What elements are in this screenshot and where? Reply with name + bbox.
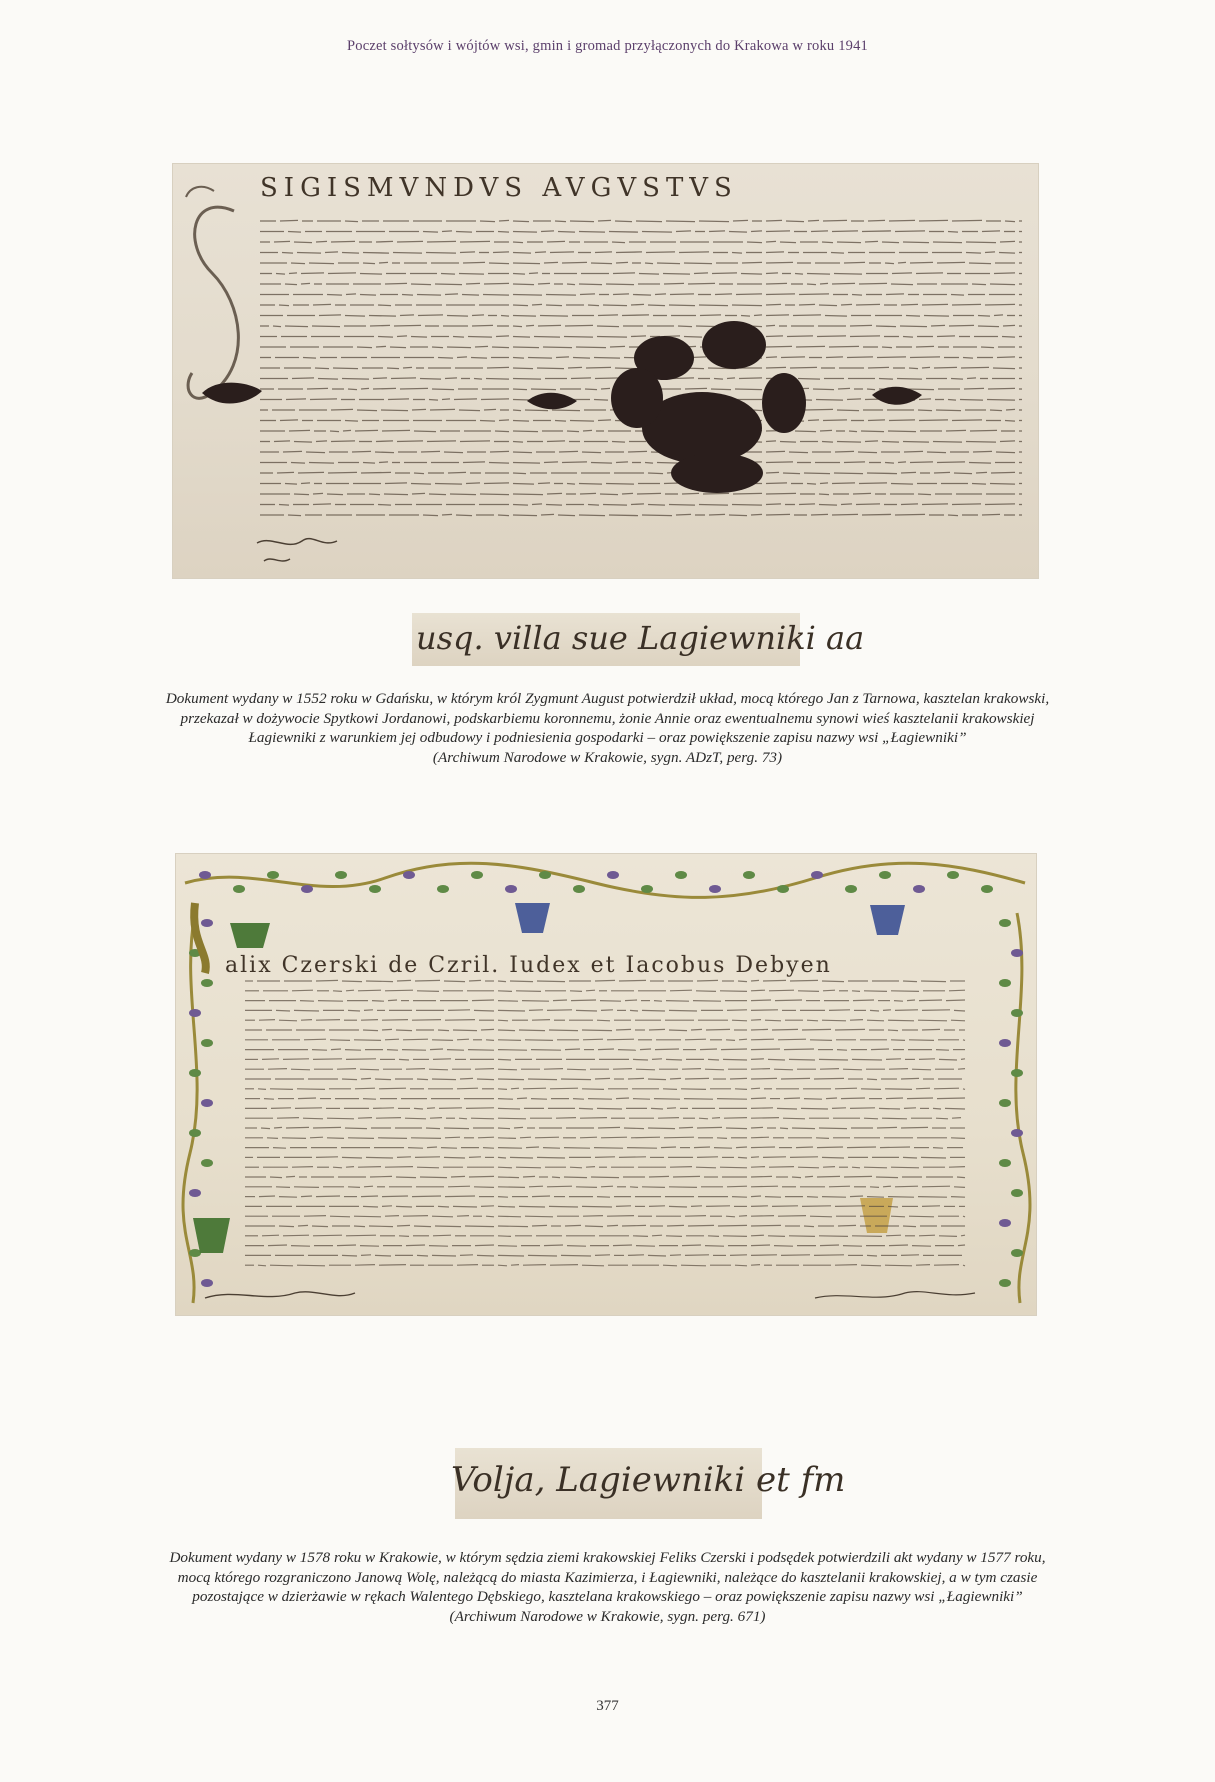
caption-1578-source: (Archiwum Narodowe w Krakowie, sygn. perg. 671)	[449, 1607, 766, 1625]
parchment-1578-decoration	[175, 853, 1037, 1316]
running-header: Poczet sołtysów i wójtów wsi, gmin i gromad przyłączonych do Krakowa w roku 1941	[347, 38, 868, 54]
caption-1578-line-3: pozostające w dzierżawie w rękach Walentego Dębskiego, kasztelana krakowskiego – oraz powiększenie zapisu nazwy wsi „Łagiewniki”	[192, 1588, 1023, 1606]
parchment-1578-heading: alix Czerski de Czril. Iudex et Iacobus Debyen	[225, 953, 832, 978]
detail-1552-text: usq. villa sue Lagiewniki aa	[416, 619, 865, 657]
caption-1578-line-1: Dokument wydany w 1578 roku w Krakowie, w którym sędzia ziemi krakowskiej Feliks Czerski i podsędek potwierdzili akt wydany w 1577 roku,	[169, 1549, 1046, 1566]
detail-1578-text: Volja, Lagiewniki et fm	[451, 1460, 846, 1500]
parchment-1552-image	[172, 163, 1039, 579]
detail-1552-lagiewniki	[412, 613, 865, 666]
parchment-1552-heading: SIGISMVNDVS AVGVSTVS	[260, 173, 738, 203]
caption-1552-line-1: Dokument wydany w 1552 roku w Gdańsku, w którym król Zygmunt August potwierdził układ, mocą którego Jan z Tarnowa, kasztelan krakowski,	[165, 690, 1050, 707]
caption-1552-line-3: Łagiewniki z warunkiem jej odbudowy i podniesienia gospodarki – oraz powiększenie zapisu nazwy wsi „Łagiewniki”	[248, 729, 967, 747]
parchment-1552-handwriting	[172, 163, 1039, 579]
caption-1552	[80, 689, 1135, 767]
parchment-1578-image	[175, 853, 1037, 1316]
caption-1552-line-2: przekazał w dożywocie Spytkowi Jordanowi, podskarbiemu koronnemu, żonie Annie oraz ewentualnemu synowi wieś kasztelanii krakowskiej	[180, 709, 1035, 727]
detail-1578-lagiewniki	[451, 1448, 846, 1519]
page-number: 377	[596, 1698, 619, 1714]
caption-1552-source: (Archiwum Narodowe w Krakowie, sygn. ADzT, perg. 73)	[432, 748, 783, 766]
caption-1578-line-2: mocą którego rozgraniczono Janową Wolę, należącą do miasta Kazimierza, i Łagiewniki, należące do kasztelanii krakowskiej, a w tym czasie	[177, 1568, 1038, 1586]
caption-1578	[80, 1548, 1135, 1626]
